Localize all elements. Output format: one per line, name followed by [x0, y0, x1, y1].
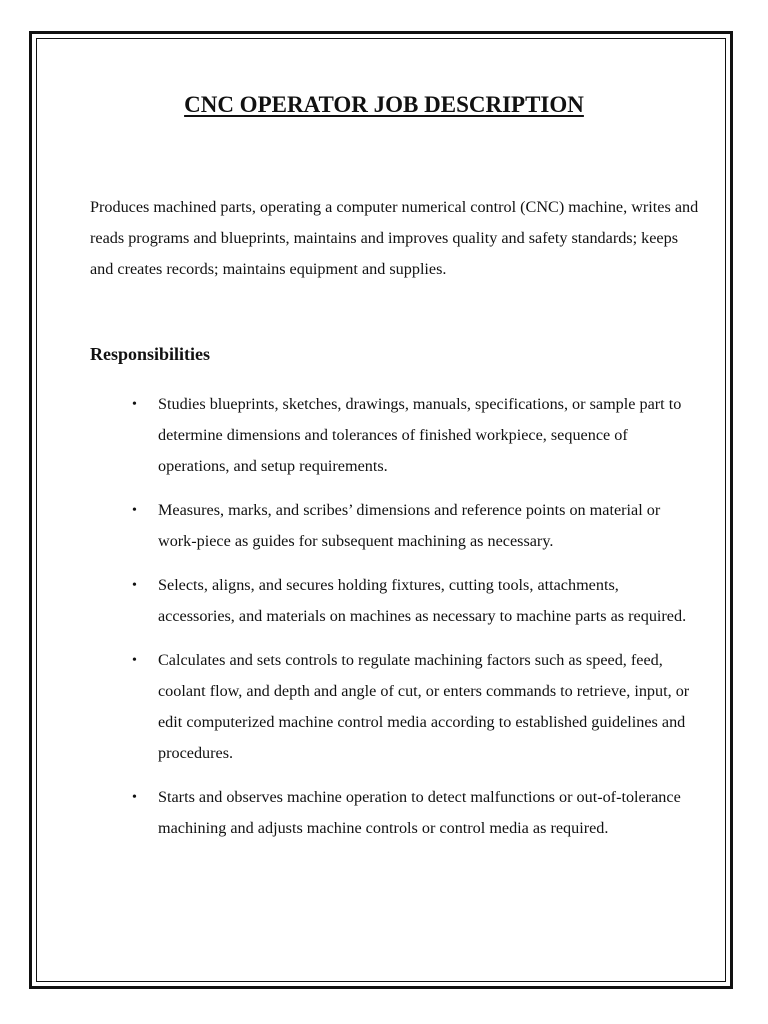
list-item	[130, 389, 690, 482]
bullet-icon: •	[132, 503, 137, 518]
bullet-icon: •	[132, 578, 137, 593]
document-title: CNC OPERATOR JOB DESCRIPTION	[184, 92, 584, 117]
list-item	[130, 495, 690, 557]
bullet-icon: •	[132, 397, 137, 412]
list-item	[130, 570, 690, 632]
bullet-icon: •	[132, 653, 137, 668]
intro-paragraph: Produces machined parts, operating a computer numerical control (CNC) machine, writes and reads programs and blueprints, maintains and improves quality and safety standards; keeps and creates records; maintains equipment and supplies.	[90, 198, 699, 278]
list-item-text: Starts and observes machine operation to detect malfunctions or out-of-tolerance machining and adjusts machine controls or control media as required.	[158, 788, 681, 837]
list-item-text: Studies blueprints, sketches, drawings, manuals, specifications, or sample part to determine dimensions and tolerances of finished workpiece, sequence of operations, and setup requirements.	[158, 395, 682, 475]
list-item-text: Calculates and sets controls to regulate machining factors such as speed, feed, coolant flow, and depth and angle of cut, or enters commands to retrieve, input, or edit computerized machine control media according to established guidelines and procedures.	[158, 651, 690, 762]
responsibilities-heading: Responsibilities	[90, 344, 211, 364]
list-item-text: Measures, marks, and scribes’ dimensions and reference points on material or work-piece as guides for subsequent machining as necessary.	[158, 501, 661, 550]
responsibilities-list	[130, 389, 690, 857]
list-item	[130, 782, 690, 844]
list-item-text: Selects, aligns, and secures holding fixtures, cutting tools, attachments, accessories, and materials on machines as necessary to machine parts as required.	[158, 576, 687, 625]
bullet-icon: •	[132, 790, 137, 805]
list-item	[130, 645, 690, 769]
